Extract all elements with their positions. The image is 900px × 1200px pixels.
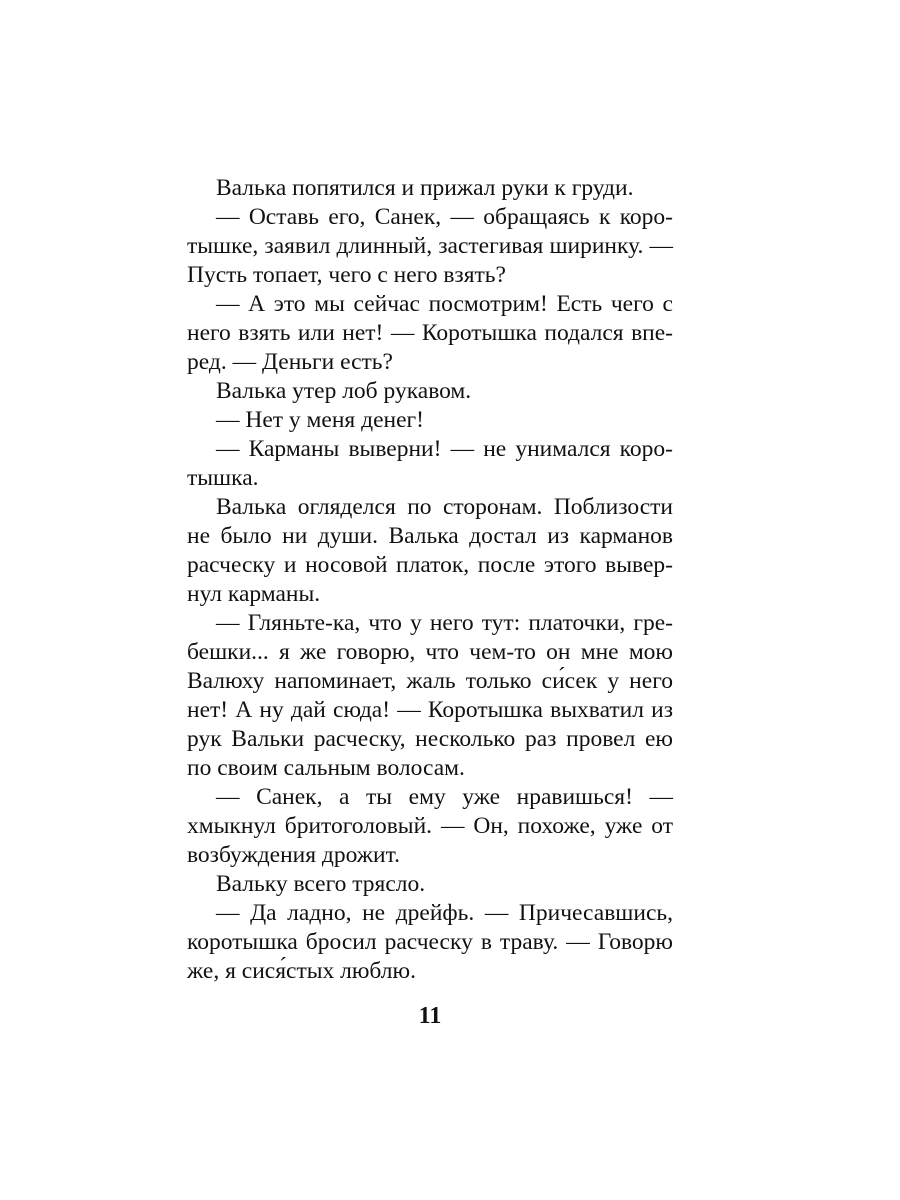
text-line: — А это мы сейчас посмотрим! Есть чего с <box>216 291 673 317</box>
text-line: — Оставь его, Санек, — обращаясь к коро- <box>216 204 673 230</box>
text-line: же, я сися́стых люблю. <box>187 958 416 984</box>
text-line: ред. — Деньги есть? <box>187 349 393 375</box>
text-line: не было ни души. Валька достал из карманов <box>187 523 673 549</box>
body-text <box>187 174 673 986</box>
paragraph <box>187 203 673 290</box>
paragraph <box>187 174 673 203</box>
paragraph <box>187 783 673 870</box>
text-line: тышка. <box>187 465 259 491</box>
text-line: по своим сальным волосам. <box>187 755 465 781</box>
paragraph <box>187 899 673 986</box>
text-line: возбуждения дрожит. <box>187 842 400 868</box>
paragraph <box>187 609 673 783</box>
paragraph <box>187 870 673 899</box>
text-line: Валька утер лоб рукавом. <box>216 378 472 404</box>
text-line: Пусть топает, чего с него взять? <box>187 262 506 288</box>
text-line: — Гляньте-ка, что у него тут: платочки, гре- <box>216 610 673 636</box>
text-line: хмыкнул бритоголовый. — Он, похоже, уже от <box>187 813 673 839</box>
text-line: Валька попятился и прижал руки к груди. <box>216 175 634 201</box>
page-number: 11 <box>418 1003 442 1029</box>
text-line: него взять или нет! — Коротышка подался впе- <box>187 320 673 346</box>
text-line: рук Вальки расческу, несколько раз провел ею <box>187 726 673 752</box>
text-line: — Карманы выверни! — не унимался коро- <box>216 436 673 462</box>
text-line: — Нет у меня денег! <box>216 407 424 433</box>
paragraph <box>187 493 673 609</box>
text-line: Валька огляделся по сторонам. Поблизости <box>216 494 673 520</box>
text-line: — Санек, а ты ему уже нравишься! — <box>216 784 673 810</box>
text-line: нет! А ну дай сюда! — Коротышка выхватил из <box>187 697 673 723</box>
text-line: тышке, заявил длинный, застегивая ширинку. — <box>187 233 673 259</box>
text-line: коротышка бросил расческу в траву. — Говорю <box>187 929 673 955</box>
text-line: бешки... я же говорю, что чем-то он мне мою <box>187 639 673 665</box>
paragraph <box>187 290 673 377</box>
text-line: — Да ладно, не дрейфь. — Причесавшись, <box>216 900 673 926</box>
text-line: нул карманы. <box>187 581 321 607</box>
text-line: Вальку всего трясло. <box>216 871 426 897</box>
paragraph <box>187 406 673 435</box>
text-line: Валюху напоминает, жаль только си́сек у него <box>187 668 673 694</box>
paragraph <box>187 377 673 406</box>
paragraph <box>187 435 673 493</box>
text-line: расческу и носовой платок, после этого вывер- <box>187 552 673 578</box>
